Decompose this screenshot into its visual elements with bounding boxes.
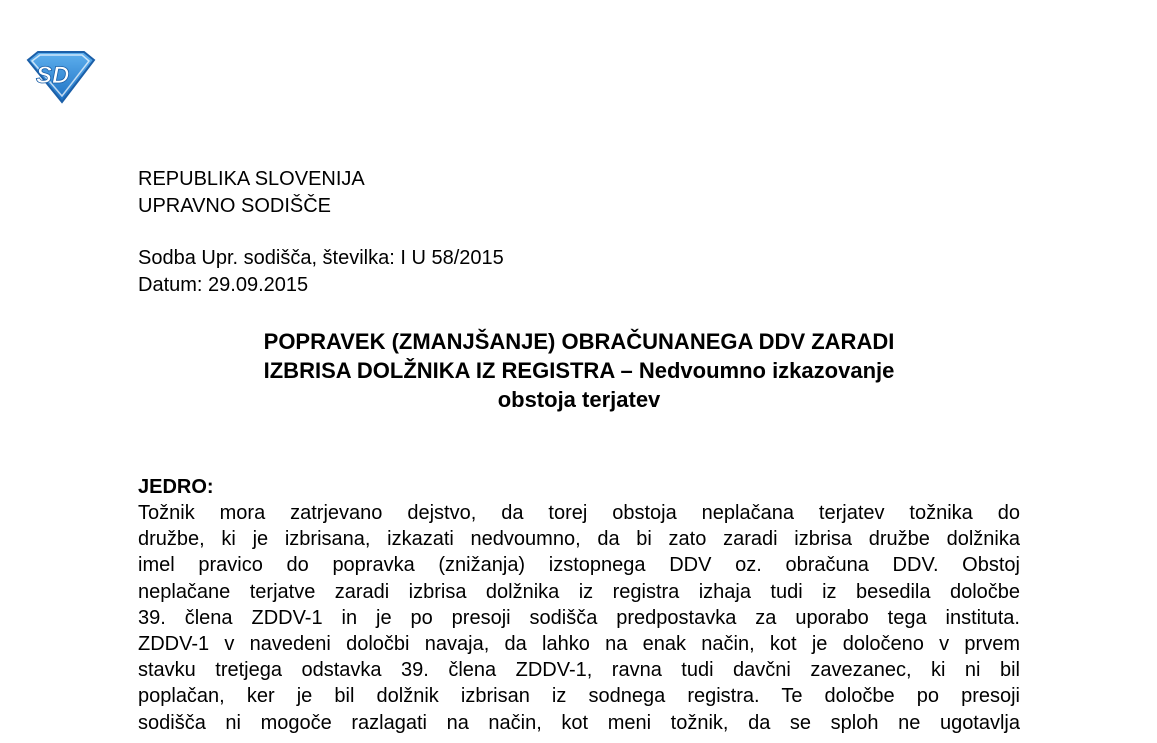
paragraph-line: ZDDV-1 v navedeni določbi navaja, da lahko na enak način, kot je določeno v prvem bbox=[138, 632, 1020, 655]
title-line-3: obstoja terjatev bbox=[497, 387, 661, 412]
section-heading-jedro: JEDRO: bbox=[138, 476, 214, 498]
title-line-2: IZBRISA DOLŽNIKA IZ REGISTRA – Nedvoumno izkazovanje bbox=[263, 358, 895, 383]
paragraph-line: družbe, ki je izbrisana, izkazati nedvoumno, da bi zato zaradi izbrisa družbe dolžnika bbox=[138, 528, 1020, 551]
paragraph-line: imel pravico do popravka (znižanja) izstopnega DDV oz. obračuna DDV. Obstoj bbox=[138, 554, 1020, 577]
paragraph-line: sodišča ni mogoče razlagati na način, kot meni tožnik, da se sploh ne ugotavlja bbox=[138, 711, 1020, 734]
paragraph-line: 39. člena ZDDV-1 in je po presoji sodišča predpostavka za uporabo tega instituta. bbox=[138, 606, 1020, 629]
case-date: Datum: 29.09.2015 bbox=[138, 274, 309, 296]
paragraph-line: neplačane terjatve zaradi izbrisa dolžnika iz registra izhaja tudi iz besedila določbe bbox=[138, 580, 1020, 603]
jedro-paragraph bbox=[138, 500, 1020, 736]
svg-text:SD: SD bbox=[36, 62, 70, 89]
paragraph-line: poplačan, ker je bil dolžnik izbrisan iz sodnega registra. Te določbe po presoji bbox=[138, 685, 1020, 708]
case-info bbox=[138, 245, 504, 299]
paragraph-line: stavku tretjega odstavka 39. člena ZDDV-1, ravna tudi davčni zavezanec, ki ni bil bbox=[138, 659, 1020, 682]
document-title bbox=[138, 327, 1020, 414]
title-line-1: POPRAVEK (ZMANJŠANJE) OBRAČUNANEGA DDV ZARADI bbox=[263, 329, 895, 354]
court-country: REPUBLIKA SLOVENIJA bbox=[138, 168, 365, 190]
court-name: UPRAVNO SODIŠČE bbox=[138, 195, 331, 217]
case-number: Sodba Upr. sodišča, številka: I U 58/2015 bbox=[138, 247, 504, 269]
court-heading bbox=[138, 166, 365, 220]
paragraph-line: Tožnik mora zatrjevano dejstvo, da torej obstoja neplačana terjatev tožnika do bbox=[138, 502, 1020, 524]
court-logo-icon bbox=[22, 50, 96, 104]
